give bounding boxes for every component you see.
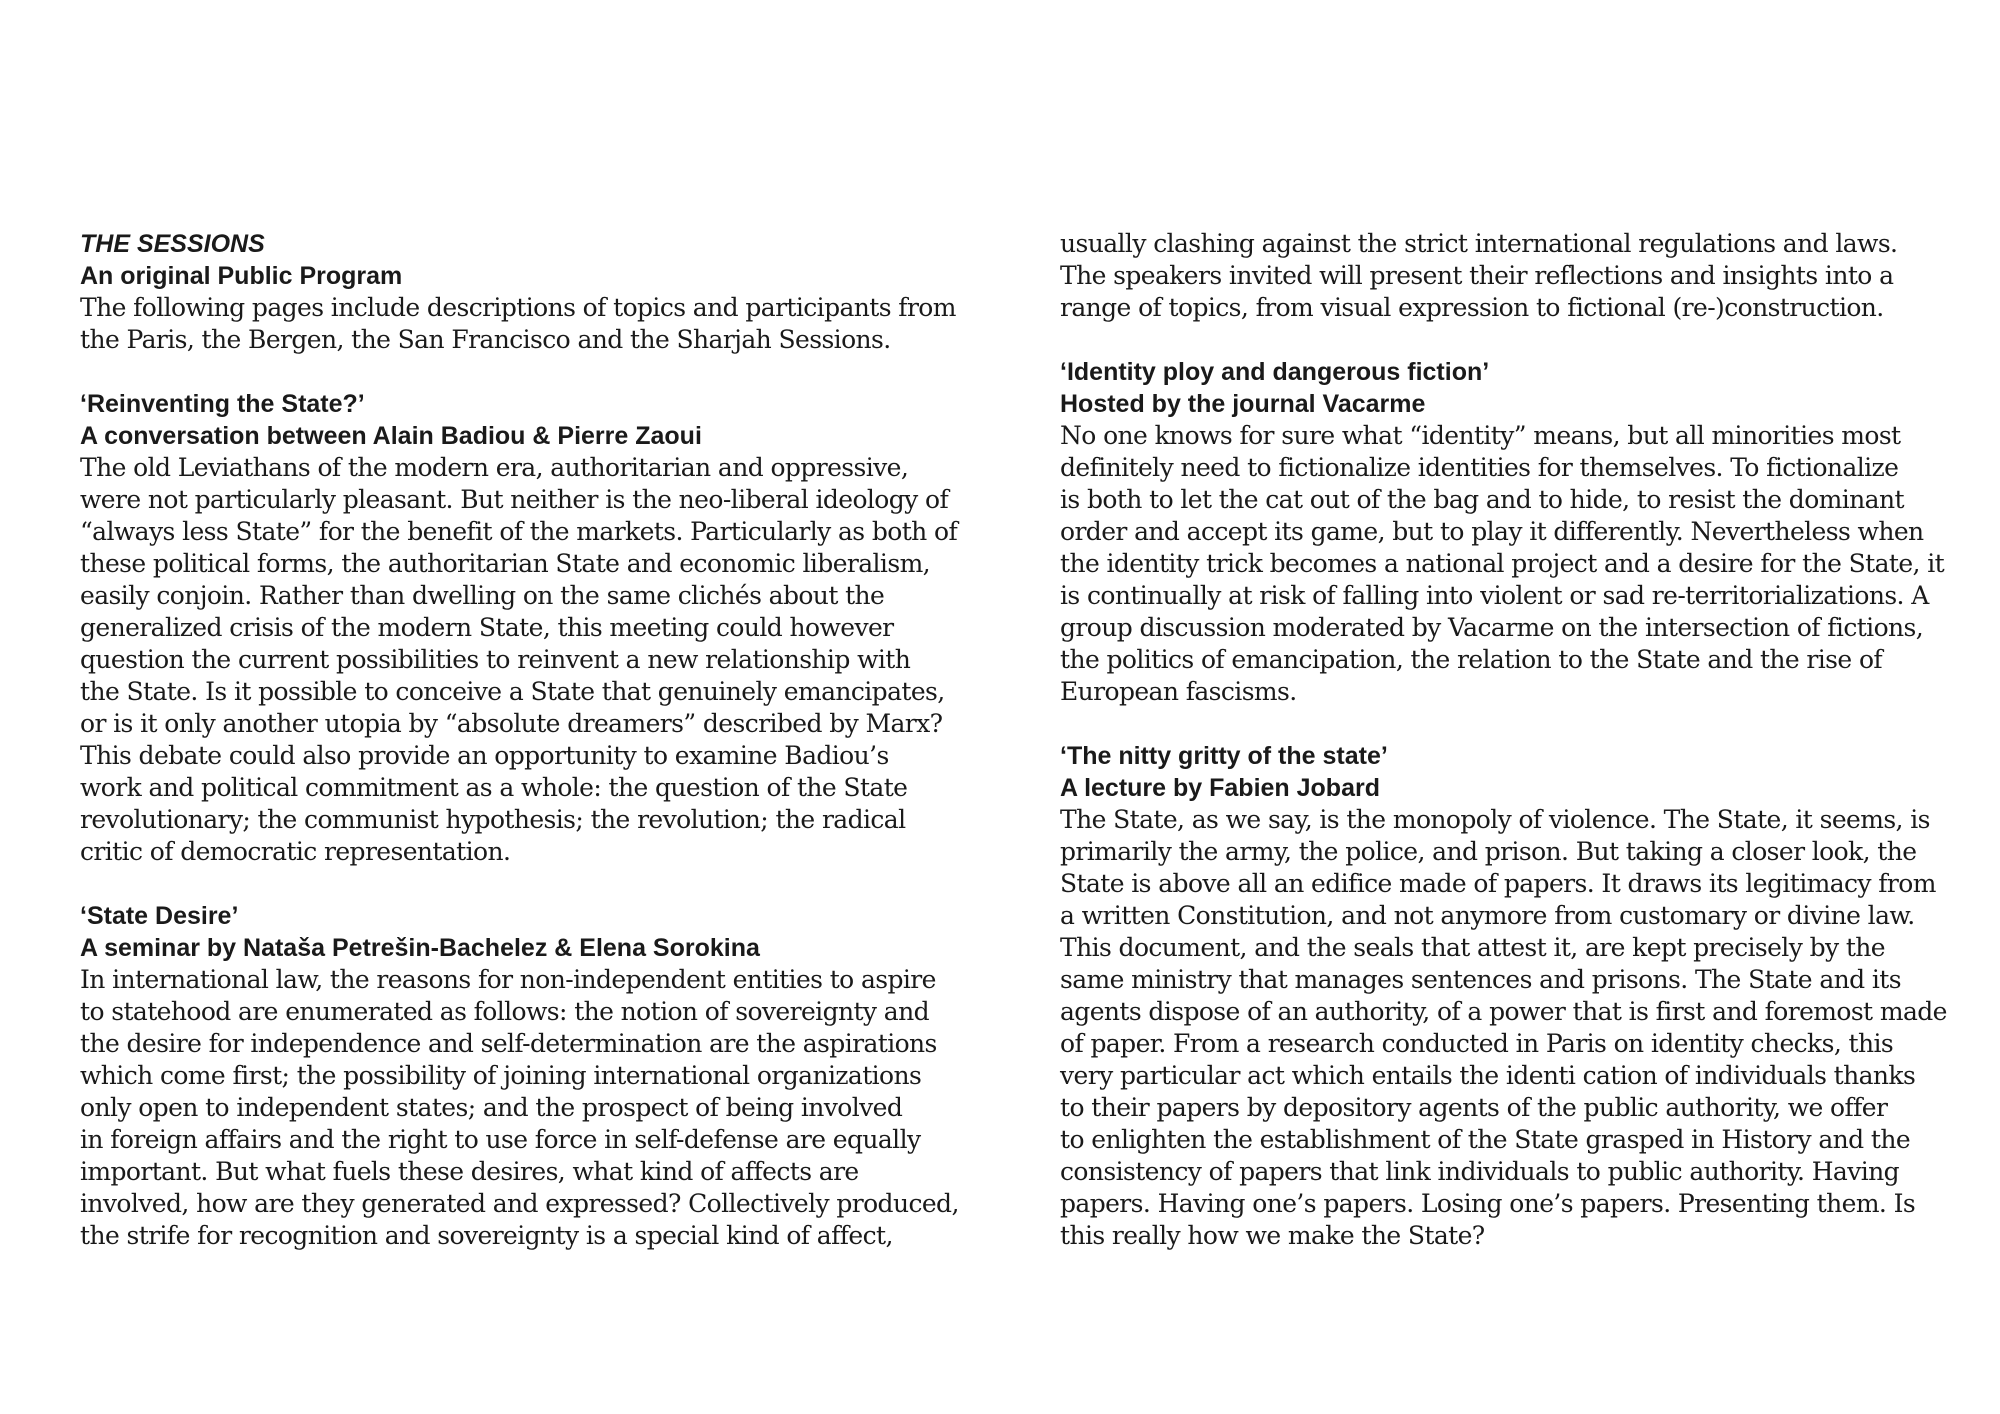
body-line: which come first; the possibility of joining international organizations <box>80 1061 922 1090</box>
body-line: these political forms, the authoritarian State and economic liberalism, <box>80 549 931 578</box>
body-line: consistency of papers that link individuals to public authority. Having <box>1060 1157 1900 1186</box>
body-line: this really how we make the State? <box>1060 1221 1485 1250</box>
section-identity-ploy <box>1060 356 2000 708</box>
body-line: were not particularly pleasant. But neither is the neo-liberal ideology of <box>80 485 949 514</box>
body-line: easily conjoin. Rather than dwelling on the same clichés about the <box>80 581 885 610</box>
section-subtitle: A lecture by Fabien Jobard <box>1060 774 1380 802</box>
body-line: same ministry that manages sentences and prisons. The State and its <box>1060 965 1901 994</box>
body-line: a written Constitution, and not anymore from customary or divine law. <box>1060 901 1915 930</box>
body-line: to their papers by depository agents of the public authority, we offer <box>1060 1093 1888 1122</box>
right-column <box>1060 228 2000 1284</box>
section-nitty-gritty <box>1060 740 2000 1252</box>
body-line: the politics of emancipation, the relation to the State and the rise of <box>1060 645 1883 674</box>
body-line: This document, and the seals that attest it, are kept precisely by the <box>1060 933 1885 962</box>
body-line: to enlighten the establishment of the State grasped in History and the <box>1060 1125 1911 1154</box>
body-line: the strife for recognition and sovereignty is a special kind of affect, <box>80 1221 893 1250</box>
body-line: revolutionary; the communist hypothesis; the revolution; the radical <box>80 805 906 834</box>
section-title: ‘State Desire’ <box>80 902 239 930</box>
body-line: “always less State” for the benefit of the markets. Particularly as both of <box>80 517 958 546</box>
body-line: papers. Having one’s papers. Losing one’s papers. Presenting them. Is <box>1060 1189 1916 1218</box>
body-line: or is it only another utopia by “absolute dreamers” described by Marx? <box>80 709 943 738</box>
body-line: the identity trick becomes a national project and a desire for the State, it <box>1060 549 1945 578</box>
continuation-paragraph <box>1060 228 2000 324</box>
body-line: No one knows for sure what “identity” means, but all minorities most <box>1060 421 1901 450</box>
body-line: to statehood are enumerated as follows: the notion of sovereignty and <box>80 997 929 1026</box>
body-line: the State. Is it possible to conceive a State that genuinely emancipates, <box>80 677 945 706</box>
body-line: is continually at risk of falling into violent or sad re-territorializations. A <box>1060 581 1929 610</box>
body-line: range of topics, from visual expression to fictional (re-)construction. <box>1060 293 1884 322</box>
intro-section <box>80 228 1020 356</box>
section-body <box>1060 420 2000 708</box>
body-line: The old Leviathans of the modern era, authoritarian and oppressive, <box>80 453 909 482</box>
body-line: the desire for independence and self-determination are the aspirations <box>80 1029 937 1058</box>
body-line: important. But what fuels these desires, what kind of affects are <box>80 1157 859 1186</box>
section-title: ‘Reinventing the State?’ <box>80 390 365 418</box>
body-line: This debate could also provide an opportunity to examine Badiou’s <box>80 741 889 770</box>
body-line: The following pages include descriptions of topics and participants from <box>80 293 956 322</box>
section-body <box>80 452 1020 868</box>
section-body <box>80 964 1020 1252</box>
section-subtitle: A seminar by Nataša Petrešin-Bachelez & Elena Sorokina <box>80 934 760 962</box>
body-line: question the current possibilities to reinvent a new relationship with <box>80 645 911 674</box>
intro-body <box>80 292 1020 356</box>
body-line: In international law, the reasons for non-independent entities to aspire <box>80 965 936 994</box>
kicker-heading: THE SESSIONS <box>80 230 265 258</box>
body-line: The State, as we say, is the monopoly of violence. The State, it seems, is <box>1060 805 1930 834</box>
body-line: only open to independent states; and the prospect of being involved <box>80 1093 903 1122</box>
body-line: generalized crisis of the modern State, this meeting could however <box>80 613 894 642</box>
body-line: in foreign affairs and the right to use force in self-defense are equally <box>80 1125 921 1154</box>
section-state-desire <box>80 900 1020 1252</box>
body-line: work and political commitment as a whole: the question of the State <box>80 773 908 802</box>
body-line: definitely need to fictionalize identities for themselves. To fictionalize <box>1060 453 1899 482</box>
body-line: agents dispose of an authority, of a power that is first and foremost made <box>1060 997 1947 1026</box>
section-title: ‘Identity ploy and dangerous fiction’ <box>1060 358 1490 386</box>
left-column <box>80 228 1020 1284</box>
body-line: the Paris, the Bergen, the San Francisco and the Sharjah Sessions. <box>80 325 891 354</box>
body-line: primarily the army, the police, and prison. But taking a closer look, the <box>1060 837 1917 866</box>
body-line: European fascisms. <box>1060 677 1297 706</box>
body-line: State is above all an edifice made of papers. It draws its legitimacy from <box>1060 869 1936 898</box>
body-line: of paper. From a research conducted in Paris on identity checks, this <box>1060 1029 1894 1058</box>
section-subtitle: Hosted by the journal Vacarme <box>1060 390 1426 418</box>
intro-subtitle: An original Public Program <box>80 262 403 290</box>
section-reinventing-the-state <box>80 388 1020 868</box>
body-line: The speakers invited will present their reflections and insights into a <box>1060 261 1894 290</box>
section-title: ‘The nitty gritty of the state’ <box>1060 742 1388 770</box>
section-subtitle: A conversation between Alain Badiou & Pierre Zaoui <box>80 422 702 450</box>
body-line: involved, how are they generated and expressed? Collectively produced, <box>80 1189 959 1218</box>
section-body <box>1060 804 2000 1252</box>
body-line: order and accept its game, but to play it differently. Nevertheless when <box>1060 517 1924 546</box>
body-line: very particular act which entails the identi cation of individuals thanks <box>1060 1061 1916 1090</box>
body-line: critic of democratic representation. <box>80 837 511 866</box>
body-line: group discussion moderated by Vacarme on the intersection of fictions, <box>1060 613 1924 642</box>
body-line: is both to let the cat out of the bag and to hide, to resist the dominant <box>1060 485 1904 514</box>
body-line: usually clashing against the strict international regulations and laws. <box>1060 229 1898 258</box>
